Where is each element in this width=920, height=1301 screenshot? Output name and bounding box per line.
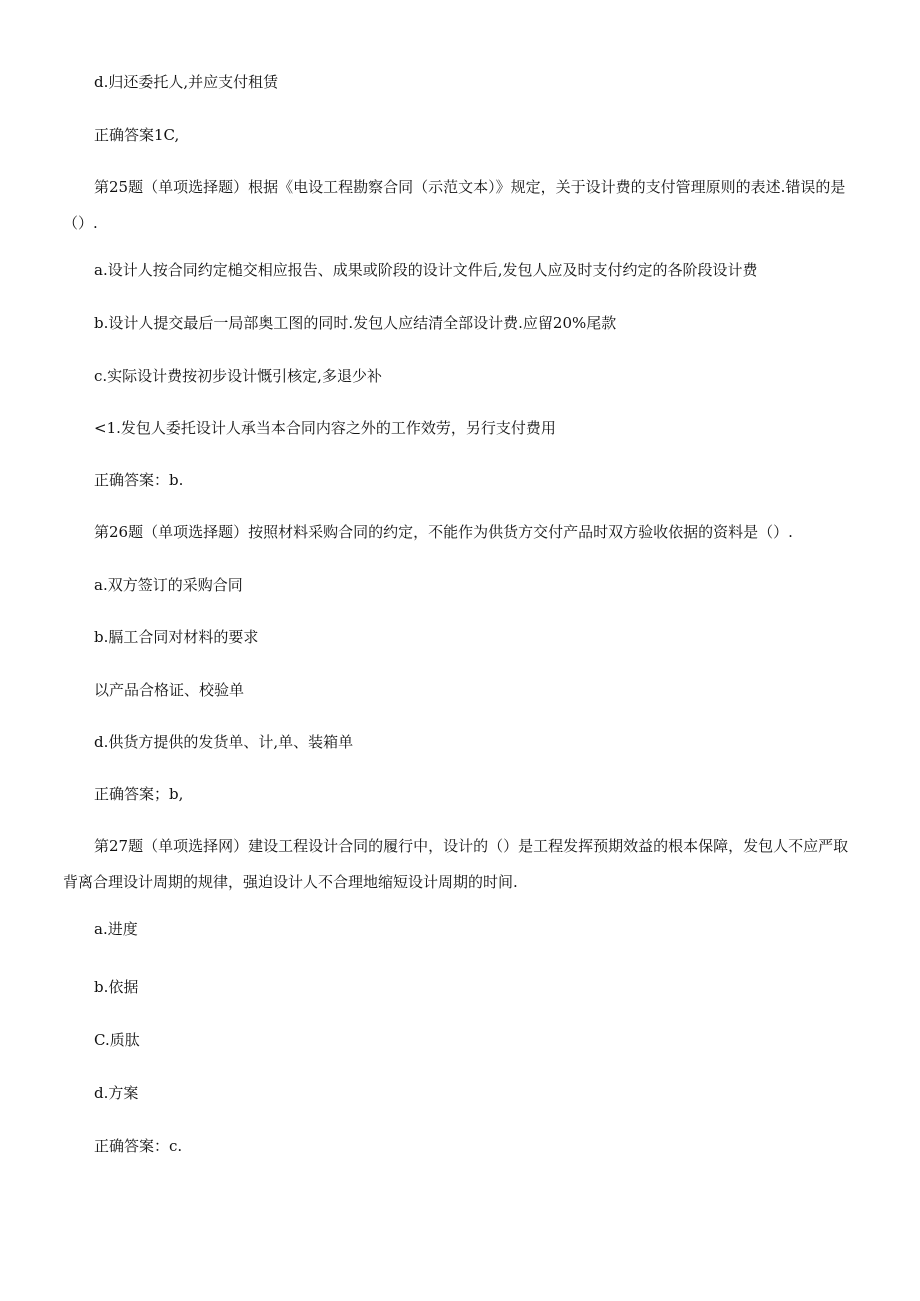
option-a-q27: a.进度 — [94, 920, 138, 938]
question-25: 第25题（单项选择题）根据《电设工程勘察合同（示范文本）》规定，关于设计费的支付管理原则的表述.错误的是（）. — [63, 178, 846, 232]
option-d-q27: d.方案 — [94, 1084, 139, 1102]
option-d-q26: d.供货方提供的发货单、计,单、装箱单 — [94, 733, 354, 751]
answer-q24: 正确答案1C, — [94, 126, 180, 144]
question-27: 第27题（单项选择网）建设工程设计合同的履行中，设计的（）是工程发挥预期效益的根本保障，发包人不应严取背离合理设计周期的规律，强迫设计人不合理地缩短设计周期的时间. — [63, 837, 849, 891]
option-b-q26: b.膈工合同对材料的要求 — [94, 628, 259, 646]
question-26: 第26题（单项选择题）按照材料采购合同的约定，不能作为供货方交付产品时双方验收依据的资料是（）. — [94, 523, 793, 541]
answer-q27: 正确答案：c. — [94, 1137, 183, 1155]
option-d-q25: <1.发包人委托设计人承当本合同内容之外的工作效劳，另行支付费用 — [94, 419, 556, 437]
option-c-q25: c.实际设计费按初步设计慨引核定,多退少补 — [94, 367, 382, 385]
option-d-q24: d.归还委托人,并应支付租赁 — [94, 73, 279, 91]
option-b-q27: b.依据 — [94, 978, 139, 996]
option-a-q25: a.设计人按合同约定槌交相应报告、成果或阶段的设计文件后,发包人应及时支付约定的各阶段设计费 — [94, 261, 758, 279]
answer-q25: 正确答案：b. — [94, 471, 184, 489]
option-c-q27: C.质肽 — [94, 1031, 140, 1049]
option-c-q26: 以产品合格证、校验单 — [94, 681, 245, 699]
option-a-q26: a.双方签订的采购合同 — [94, 576, 243, 594]
answer-q26: 正确答案；b, — [94, 785, 184, 803]
option-b-q25: b.设计人提交最后一局部奥工图的同时.发包人应结清全部设计费.应留20%尾款 — [94, 314, 617, 332]
